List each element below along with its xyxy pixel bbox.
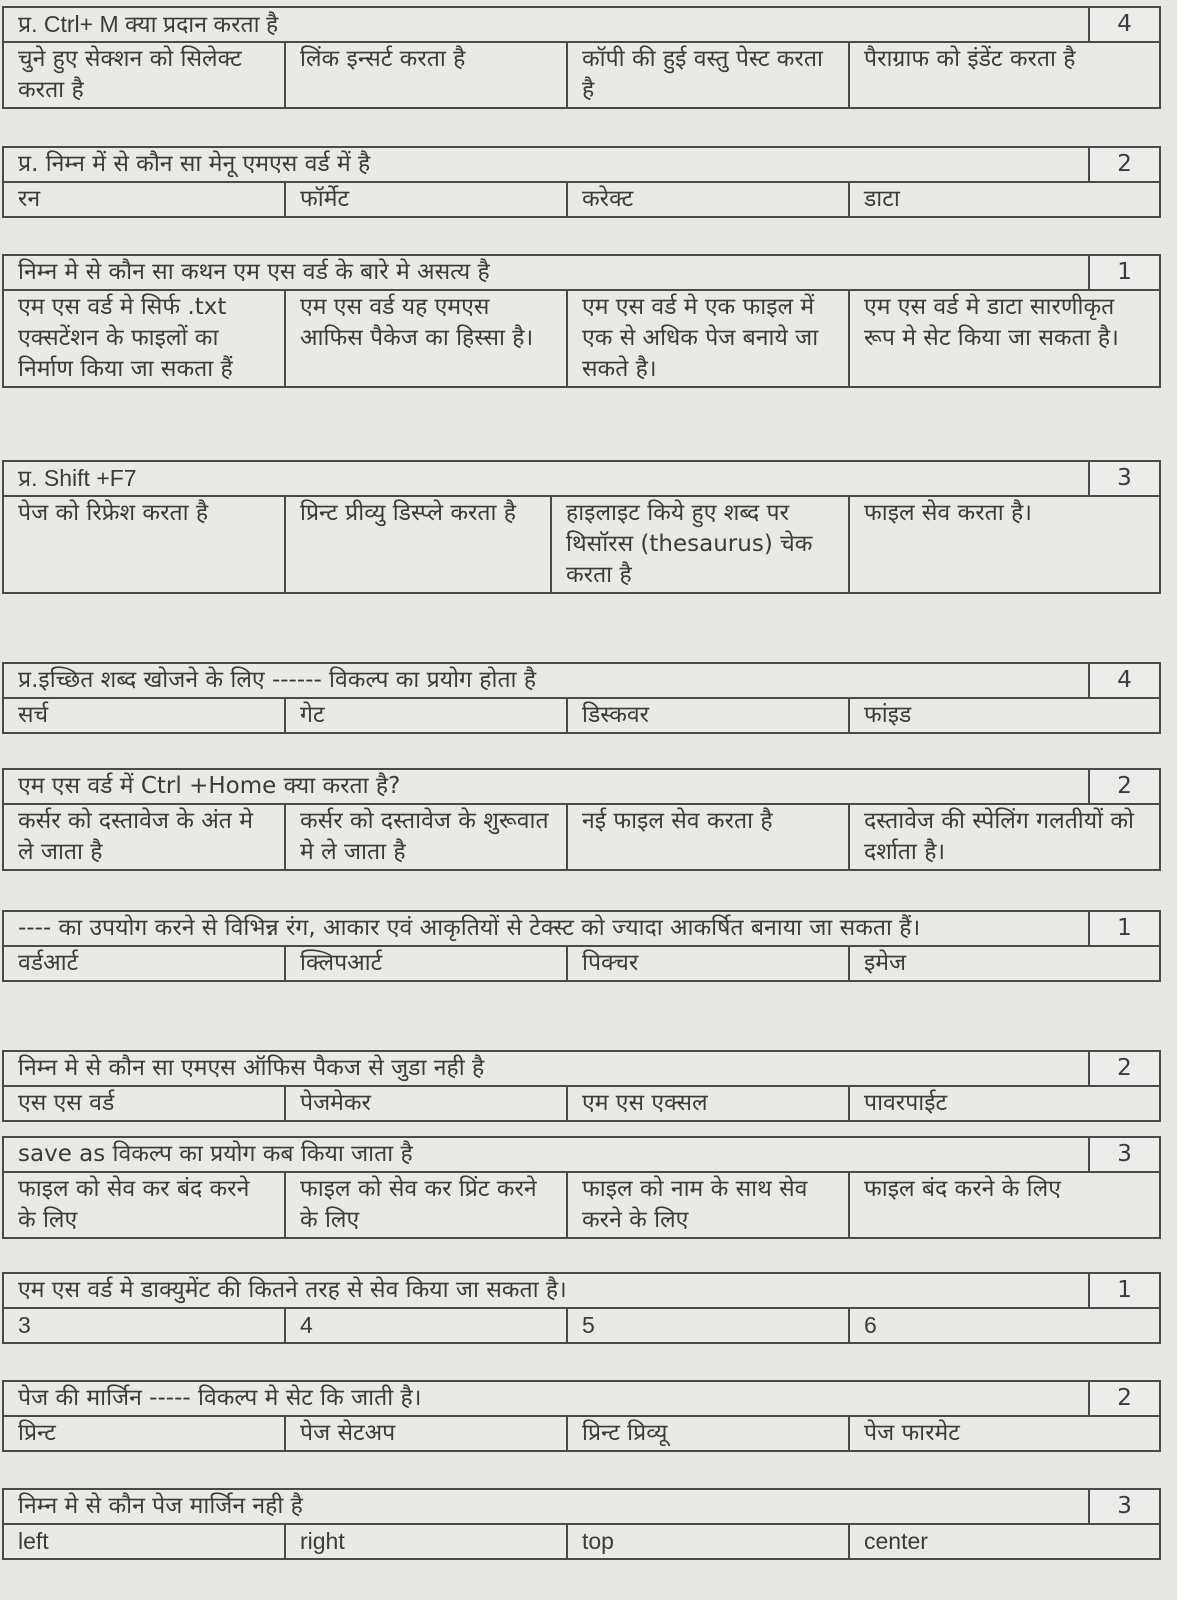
- option-3: हाइलाइट किये हुए शब्द पर थिसॉरस (thesaurus) चेक करता है: [551, 496, 849, 593]
- question-block-10: [2, 1272, 1159, 1344]
- option-2: right: [285, 1524, 567, 1559]
- question-text: एम एस वर्ड मे डाक्युमेंट की कितने तरह से सेव किया जा सकता है।: [3, 1273, 1089, 1308]
- option-2: फाइल को सेव कर प्रिंट करने के लिए: [285, 1172, 567, 1238]
- answer-number: 2: [1089, 769, 1160, 804]
- answer-number: 4: [1089, 663, 1160, 698]
- option-4: डाटा: [849, 182, 1160, 217]
- option-2: लिंक इन्सर्ट करता है: [285, 42, 567, 108]
- option-3: फाइल को नाम के साथ सेव करने के लिए: [567, 1172, 849, 1238]
- answer-number: 2: [1089, 147, 1160, 182]
- option-4: फाइल बंद करने के लिए: [849, 1172, 1160, 1238]
- answer-number: 4: [1089, 7, 1160, 42]
- answer-number: 1: [1089, 255, 1160, 290]
- option-3: प्रिन्ट प्रिव्यू: [567, 1416, 849, 1451]
- option-4: center: [849, 1524, 1160, 1559]
- answer-number: 3: [1089, 461, 1160, 496]
- question-text: ---- का उपयोग करने से विभिन्न रंग, आकार एवं आकृतियों से टेक्स्ट को ज्यादा आकर्षित बनाया जा सकता हैं।: [3, 911, 1089, 946]
- option-2: क्लिपआर्ट: [285, 946, 567, 981]
- question-block-7: [2, 910, 1159, 982]
- option-3: एम एस एक्सल: [567, 1086, 849, 1121]
- question-block-4: [2, 460, 1159, 594]
- question-block-3: [2, 254, 1159, 388]
- question-block-11: [2, 1380, 1159, 1452]
- question-text: पेज की मार्जिन ----- विकल्प मे सेट कि जाती है।: [3, 1381, 1089, 1416]
- question-block-12: [2, 1488, 1159, 1560]
- option-2: कर्सर को दस्तावेज के शुरूवात मे ले जाता है: [285, 804, 567, 870]
- question-block-2: [2, 146, 1159, 218]
- option-3: एम एस वर्ड मे एक फाइल में एक से अधिक पेज बनाये जा सकते है।: [567, 290, 849, 387]
- option-2: प्रिन्ट प्रीव्यु डिस्प्ले करता है: [285, 496, 551, 593]
- question-text: प्र.इच्छित शब्द खोजने के लिए ------ विकल्प का प्रयोग होता है: [3, 663, 1089, 698]
- option-1: प्रिन्ट: [3, 1416, 285, 1451]
- option-1: left: [3, 1524, 285, 1559]
- question-block-6: [2, 768, 1159, 871]
- option-4: 6: [849, 1308, 1160, 1343]
- answer-number: 1: [1089, 1273, 1160, 1308]
- question-text: निम्न मे से कौन पेज मार्जिन नही है: [3, 1489, 1089, 1524]
- option-3: कॉपी की हुई वस्तु पेस्ट करता है: [567, 42, 849, 108]
- option-1: एस एस वर्ड: [3, 1086, 285, 1121]
- question-text: प्र. Shift +F7: [3, 461, 1089, 496]
- option-4: दस्तावेज की स्पेलिंग गलतीयों को दर्शाता है।: [849, 804, 1160, 870]
- option-2: पेज सेटअप: [285, 1416, 567, 1451]
- option-1: एम एस वर्ड मे सिर्फ .txt एक्सटेंशन के फाइलों का निर्माण किया जा सकता हैं: [3, 290, 285, 387]
- answer-number: 3: [1089, 1137, 1160, 1172]
- option-1: कर्सर को दस्तावेज के अंत मे ले जाता है: [3, 804, 285, 870]
- question-text: प्र. Ctrl+ M क्या प्रदान करता है: [3, 7, 1089, 42]
- answer-number: 1: [1089, 911, 1160, 946]
- question-text: प्र. निम्न में से कौन सा मेनू एमएस वर्ड में है: [3, 147, 1089, 182]
- option-4: पैराग्राफ को इंडेंट करता है: [849, 42, 1160, 108]
- option-3: करेक्ट: [567, 182, 849, 217]
- option-4: इमेज: [849, 946, 1160, 981]
- question-block-1: [2, 6, 1159, 109]
- option-2: गेट: [285, 698, 567, 733]
- option-4: एम एस वर्ड मे डाटा सारणीकृत रूप मे सेट किया जा सकता है।: [849, 290, 1160, 387]
- question-text: निम्न मे से कौन सा एमएस ऑफिस पैकज से जुडा नही है: [3, 1051, 1089, 1086]
- option-2: 4: [285, 1308, 567, 1343]
- option-4: पावरपाईट: [849, 1086, 1160, 1121]
- option-1: पेज को रिफ्रेश करता है: [3, 496, 285, 593]
- option-3: 5: [567, 1308, 849, 1343]
- option-4: पेज फारमेट: [849, 1416, 1160, 1451]
- question-block-8: [2, 1050, 1159, 1122]
- option-2: एम एस वर्ड यह एमएस आफिस पैकेज का हिस्सा है।: [285, 290, 567, 387]
- option-4: फांइड: [849, 698, 1160, 733]
- question-text: एम एस वर्ड में Ctrl +Home क्या करता है?: [3, 769, 1089, 804]
- question-block-5: [2, 662, 1159, 734]
- option-2: फॉर्मेट: [285, 182, 567, 217]
- option-1: सर्च: [3, 698, 285, 733]
- option-3: top: [567, 1524, 849, 1559]
- option-2: पेजमेकर: [285, 1086, 567, 1121]
- option-4: फाइल सेव करता है।: [849, 496, 1160, 593]
- option-1: रन: [3, 182, 285, 217]
- answer-number: 2: [1089, 1381, 1160, 1416]
- answer-number: 2: [1089, 1051, 1160, 1086]
- answer-number: 3: [1089, 1489, 1160, 1524]
- question-block-9: [2, 1136, 1159, 1239]
- option-3: नई फाइल सेव करता है: [567, 804, 849, 870]
- option-3: पिक्चर: [567, 946, 849, 981]
- option-1: चुने हुए सेक्शन को सिलेक्ट करता है: [3, 42, 285, 108]
- option-1: फाइल को सेव कर बंद करने के लिए: [3, 1172, 285, 1238]
- option-1: 3: [3, 1308, 285, 1343]
- question-text: निम्न मे से कौन सा कथन एम एस वर्ड के बारे मे असत्य है: [3, 255, 1089, 290]
- question-text: save as विकल्प का प्रयोग कब किया जाता है: [3, 1137, 1089, 1172]
- option-1: वर्डआर्ट: [3, 946, 285, 981]
- option-3: डिस्कवर: [567, 698, 849, 733]
